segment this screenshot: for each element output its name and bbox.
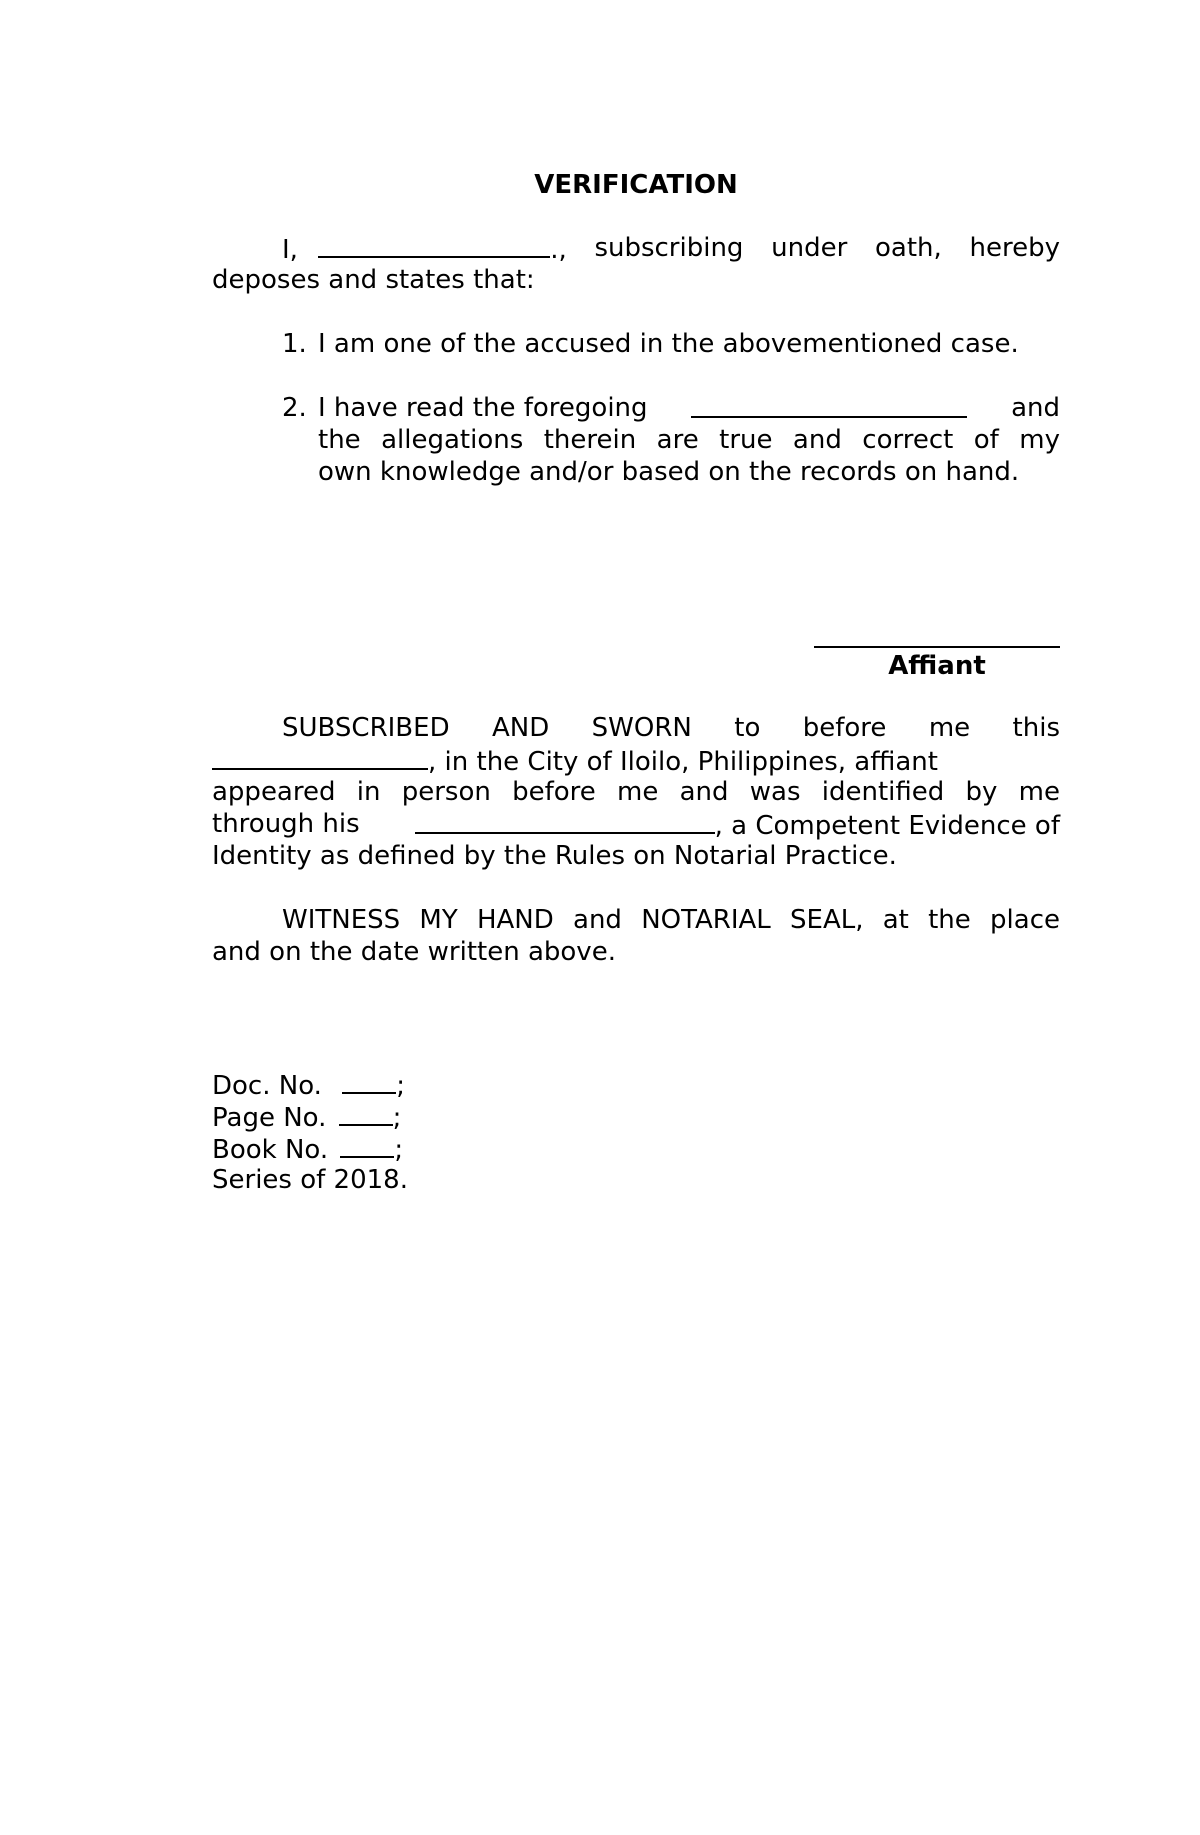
jurat-line4-prefix: through his (212, 809, 360, 839)
jurat-line4-suffix: , a Competent Evidence of (714, 811, 1060, 841)
intro-word-under: under (771, 233, 848, 263)
intro-word-oath: oath, (875, 233, 942, 263)
jurat-line1: SUBSCRIBED AND SWORN to before me this (282, 713, 1060, 743)
intro-prefix: I, (282, 235, 298, 265)
competent-evidence-blank[interactable] (415, 808, 715, 834)
registry-page-terminator: ; (392, 1103, 402, 1133)
intro-word-hereby: hereby (969, 233, 1060, 263)
registry-page-blank[interactable] (339, 1100, 393, 1126)
notarial-registry (212, 1068, 612, 1196)
registry-doc-terminator: ; (396, 1071, 405, 1101)
jurat-line3: appeared in person before me and was identified by me (212, 777, 1060, 807)
registry-book-row (212, 1132, 612, 1164)
list-item-2-body (318, 392, 1060, 488)
affiant-signature-line[interactable] (814, 646, 1060, 648)
witness-paragraph (212, 904, 1060, 968)
registry-book-blank[interactable] (340, 1132, 394, 1158)
witness-line2: and on the date written above. (212, 937, 616, 967)
registry-doc-label: Doc. No. (212, 1071, 322, 1101)
affiant-label: Affiant (888, 651, 986, 681)
pleading-title-blank[interactable] (691, 392, 967, 418)
list-item-2-number: 2. (282, 393, 307, 423)
list-item-2-line3: own knowledge and/or based on the records on hand. (318, 457, 1020, 487)
registry-doc-blank[interactable] (342, 1068, 396, 1094)
jurat-date-blank[interactable] (212, 744, 428, 770)
witness-line1: WITNESS MY HAND and NOTARIAL SEAL, at the place (282, 905, 1060, 935)
jurat-line2-after-blank: , in the City of Iloilo, Philippines, affiant (428, 747, 938, 777)
registry-series: Series of 2018. (212, 1165, 408, 1195)
intro-paragraph (212, 232, 1060, 296)
intro-word-subscribing: subscribing (594, 233, 744, 263)
document-page (212, 0, 1060, 1835)
registry-book-terminator: ; (394, 1135, 404, 1165)
jurat-line5: Identity as defined by the Rules on Notarial Practice. (212, 841, 897, 871)
registry-page-row (212, 1100, 612, 1132)
jurat-paragraph (212, 712, 1060, 872)
document-title: VERIFICATION (534, 170, 738, 200)
affiant-name-blank[interactable] (318, 232, 550, 258)
registry-book-label: Book No. (212, 1135, 329, 1165)
list-item-2-line2: the allegations therein are true and correct of my (318, 425, 1060, 455)
list-item-1-text: I am one of the accused in the abovementioned case. (318, 329, 1019, 359)
list-item-2 (282, 392, 1060, 488)
intro-after-blank-first: ., (550, 235, 567, 265)
list-item-2-line1-suffix: and (1011, 393, 1060, 423)
registry-page-label: Page No. (212, 1103, 327, 1133)
registry-doc-row (212, 1068, 612, 1100)
intro-line2: deposes and states that: (212, 265, 535, 295)
list-item-2-line1-prefix: I have read the foregoing (318, 393, 648, 423)
list-item-1 (282, 328, 1060, 360)
list-item-1-number: 1. (282, 329, 307, 359)
